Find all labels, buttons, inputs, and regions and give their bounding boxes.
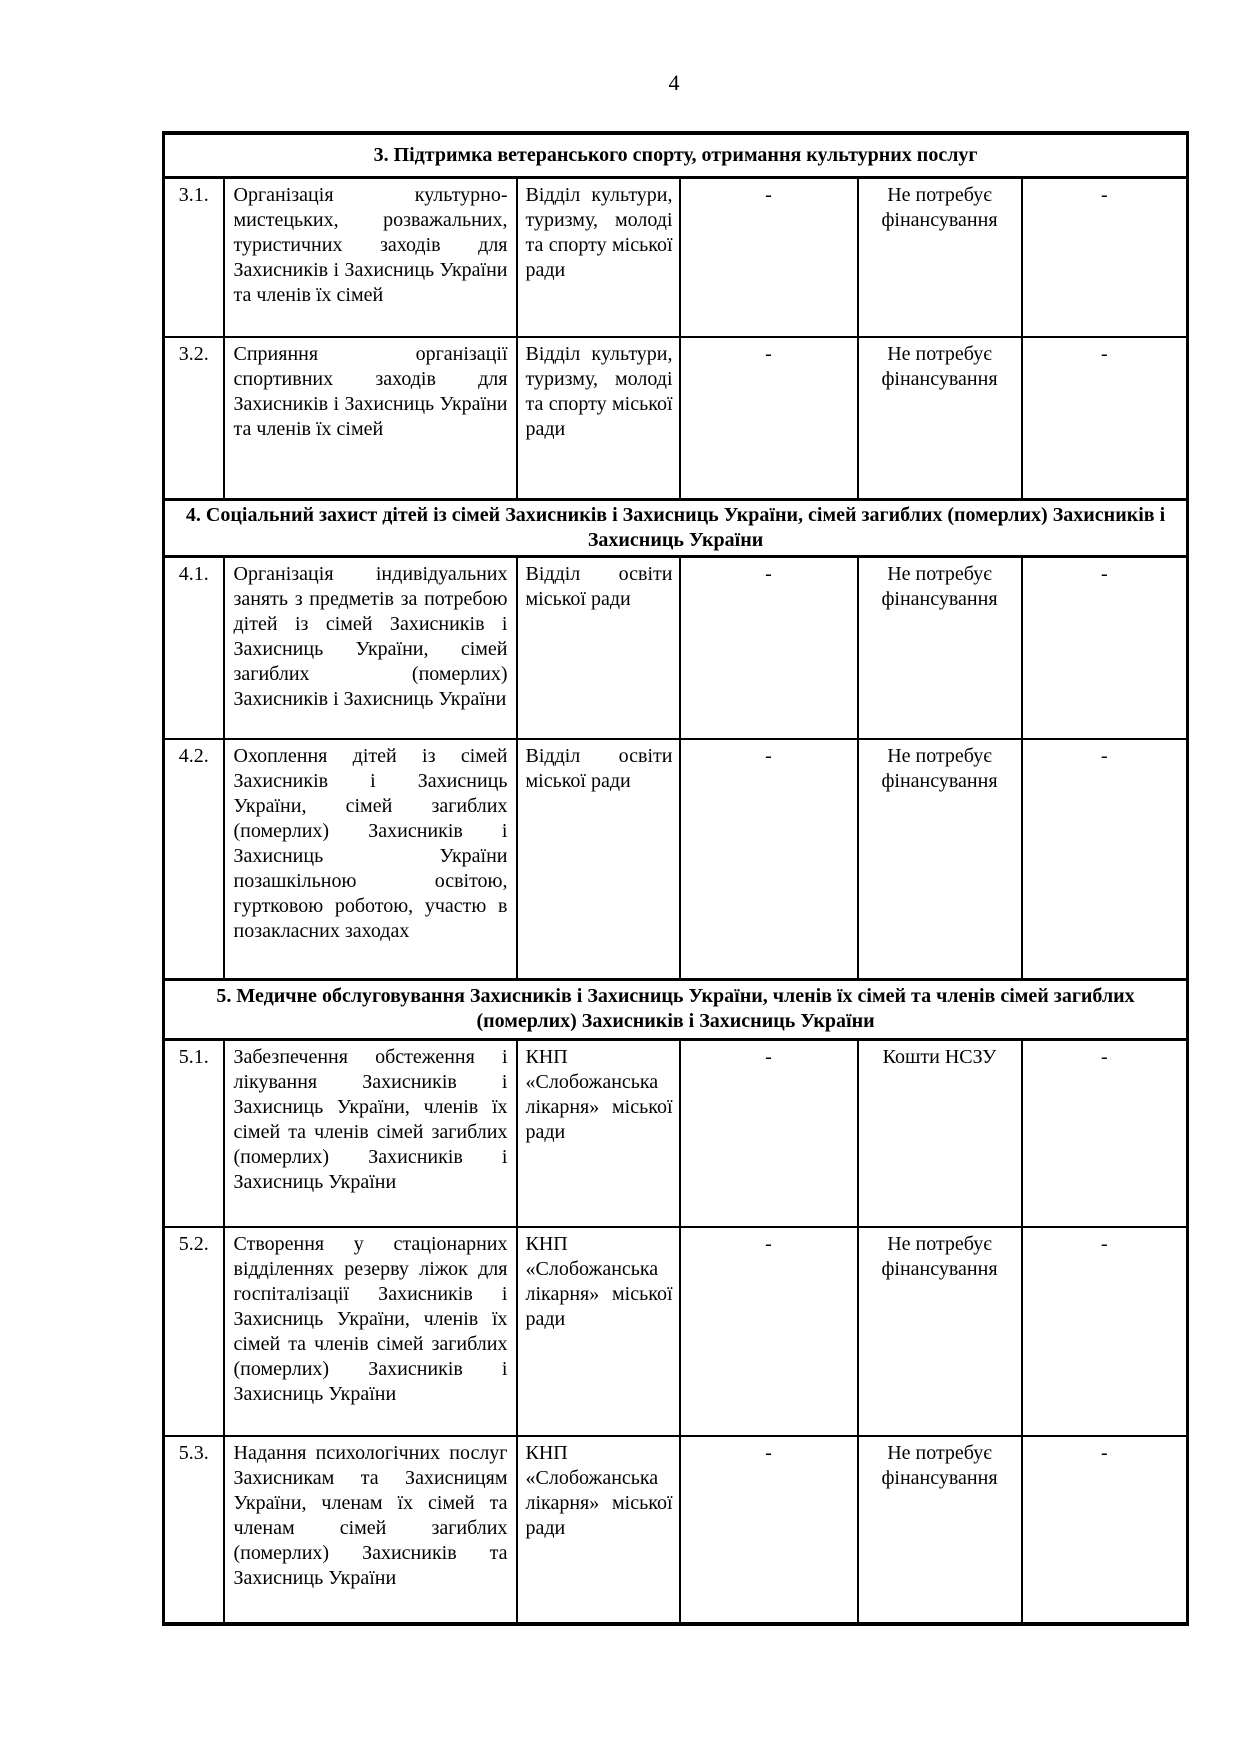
section-title: 4. Соціальний захист дітей із сімей Захисників і Захисниць України, сімей загиблих (померлих) Захисників і Захисниць України xyxy=(164,499,1188,556)
funding-cell: Кошти НСЗУ xyxy=(858,1039,1022,1227)
table-row xyxy=(164,739,1188,979)
empty-value-cell: - xyxy=(680,1227,858,1436)
section-title: 5. Медичне обслуговування Захисників і Захисниць України, членів їх сімей та членів сімей загиблих (померлих) Захисників і Захисниць України xyxy=(164,979,1188,1039)
section-header-row xyxy=(164,133,1188,177)
section-header-row xyxy=(164,979,1188,1039)
executor-cell: Відділ культури, туризму, молоді та спорту міської ради xyxy=(517,337,680,499)
row-number-cell: 3.1. xyxy=(164,177,224,337)
funding-cell: Не потребує фінансування xyxy=(858,1436,1022,1624)
measure-cell: Забезпечення обстеження і лікування Захисників і Захисниць України, членів їх сімей та членів сімей загиблих (померлих) Захисників і Захисниць України xyxy=(224,1039,517,1227)
empty-value-cell: - xyxy=(680,177,858,337)
page-number: 4 xyxy=(668,70,680,95)
empty-value-cell: - xyxy=(680,1039,858,1227)
executor-cell: Відділ освіти міської ради xyxy=(517,556,680,739)
empty-value-cell: - xyxy=(1022,1039,1188,1227)
empty-value-cell: - xyxy=(680,337,858,499)
program-measures-table xyxy=(162,131,1189,1626)
measure-cell: Сприяння організації спортивних заходів для Захисників і Захисниць України та членів їх сімей xyxy=(224,337,517,499)
executor-cell: Відділ культури, туризму, молоді та спорту міської ради xyxy=(517,177,680,337)
empty-value-cell: - xyxy=(680,739,858,979)
section-header-row xyxy=(164,499,1188,556)
funding-cell: Не потребує фінансування xyxy=(858,1227,1022,1436)
row-number-cell: 5.1. xyxy=(164,1039,224,1227)
measure-cell: Охоплення дітей із сімей Захисників і Захисниць України, сімей загиблих (померлих) Захисників і Захисниць України позашкільною освітою, гуртковою роботою, участю в позакласних заходах xyxy=(224,739,517,979)
executor-cell: КНП «Слобожанська лікарня» міської ради xyxy=(517,1039,680,1227)
row-number-cell: 3.2. xyxy=(164,337,224,499)
executor-cell: КНП «Слобожанська лікарня» міської ради xyxy=(517,1436,680,1624)
measure-cell: Створення у стаціонарних відділеннях резерву ліжок для госпіталізації Захисників і Захисниць України, членів їх сімей та членів сімей загиблих (померлих) Захисників і Захисниць України xyxy=(224,1227,517,1436)
executor-cell: Відділ освіти міської ради xyxy=(517,739,680,979)
table-row xyxy=(164,1436,1188,1624)
table-row xyxy=(164,177,1188,337)
executor-cell: КНП «Слобожанська лікарня» міської ради xyxy=(517,1227,680,1436)
row-number-cell: 4.1. xyxy=(164,556,224,739)
table-row xyxy=(164,1227,1188,1436)
empty-value-cell: - xyxy=(1022,556,1188,739)
empty-value-cell: - xyxy=(1022,739,1188,979)
empty-value-cell: - xyxy=(1022,1227,1188,1436)
funding-cell: Не потребує фінансування xyxy=(858,556,1022,739)
measure-cell: Надання психологічних послуг Захисникам та Захисницям України, членам їх сімей та членам сімей загиблих (померлих) Захисників та Захисниць України xyxy=(224,1436,517,1624)
row-number-cell: 5.3. xyxy=(164,1436,224,1624)
measure-cell: Організація індивідуальних занять з предметів за потребою дітей із сімей Захисників і Захисниць України, сімей загиблих (померлих) Захисників і Захисниць України xyxy=(224,556,517,739)
empty-value-cell: - xyxy=(680,1436,858,1624)
empty-value-cell: - xyxy=(1022,337,1188,499)
table-row xyxy=(164,556,1188,739)
empty-value-cell: - xyxy=(1022,1436,1188,1624)
measure-cell: Організація культурно-мистецьких, розважальних, туристичних заходів для Захисників і Захисниць України та членів їх сімей xyxy=(224,177,517,337)
funding-cell: Не потребує фінансування xyxy=(858,177,1022,337)
table-row xyxy=(164,337,1188,499)
empty-value-cell: - xyxy=(1022,177,1188,337)
section-title: 3. Підтримка ветеранського спорту, отримання культурних послуг xyxy=(164,133,1188,177)
row-number-cell: 5.2. xyxy=(164,1227,224,1436)
empty-value-cell: - xyxy=(680,556,858,739)
funding-cell: Не потребує фінансування xyxy=(858,739,1022,979)
funding-cell: Не потребує фінансування xyxy=(858,337,1022,499)
table-row xyxy=(164,1039,1188,1227)
row-number-cell: 4.2. xyxy=(164,739,224,979)
